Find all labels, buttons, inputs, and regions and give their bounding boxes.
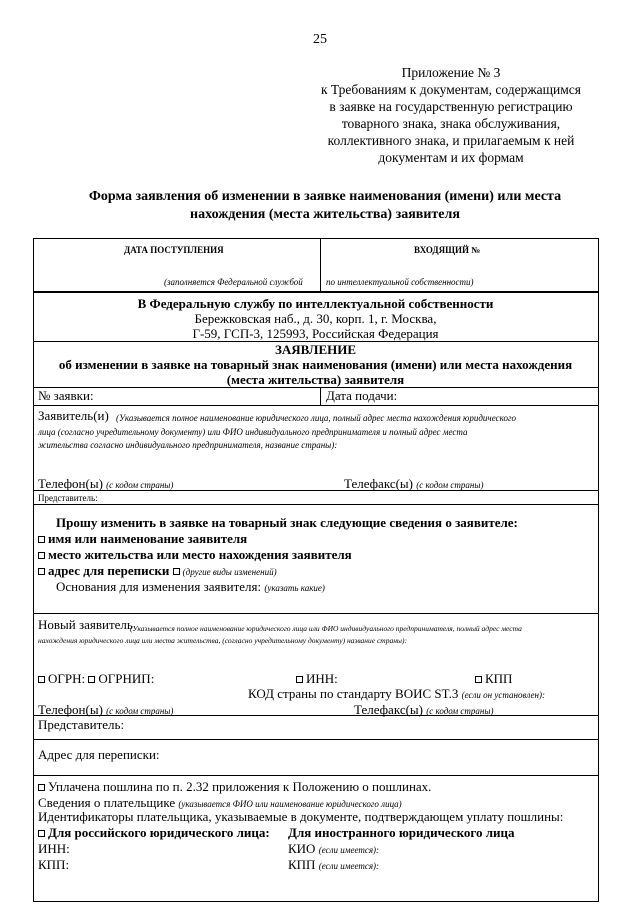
appendix-line: к Требованиям к документам, содержащимся (320, 82, 582, 97)
country-code-note: (если он установлен): (461, 690, 545, 700)
form-title (60, 188, 590, 224)
payer-label: Сведения о плательщике (38, 795, 176, 810)
correspondence-address-label: Адрес для переписки: (38, 747, 160, 762)
option-label: место жительства или место нахождения заявителя (48, 547, 352, 562)
incoming-number-label: ВХОДЯЩИЙ № (414, 245, 481, 255)
application-form (33, 238, 599, 902)
option-name (38, 531, 247, 546)
filing-date-label: Дата подачи: (326, 388, 398, 403)
header-note-right: по интеллектуальной собственности) (326, 277, 474, 287)
applicant-note: жительства согласно индивидуального предпринимателя, название страны): (38, 440, 338, 450)
foreign-kpp-label: КПП (288, 857, 316, 872)
new-applicant-note: (Указывается полное наименование юридического лица или ФИО индивидуального предпринимателя, полный адрес места (130, 624, 522, 633)
fax-label: Телефакс(ы) (354, 702, 423, 717)
ogrn-label: ОГРН: (48, 671, 86, 686)
option-location (38, 547, 352, 562)
grounds-row (56, 579, 325, 596)
kio-note: (если имеется): (318, 845, 380, 855)
phone-label: Телефон(ы) (38, 476, 103, 491)
checkbox[interactable] (38, 830, 45, 837)
option-label: адрес для переписки (48, 563, 170, 578)
checkbox[interactable] (38, 568, 45, 575)
phone-note: (с кодом страны) (106, 480, 174, 490)
foreign-entity-label: Для иностранного юридического лица (288, 825, 515, 840)
grounds-label: Основания для изменения заявителя: (56, 579, 262, 594)
phone-label: Телефон(ы) (38, 702, 103, 717)
fax-label: Телефакс(ы) (344, 476, 413, 491)
kpp-label: КПП (485, 671, 513, 686)
foreign-kpp-note: (если имеется): (318, 861, 380, 871)
checkbox[interactable] (173, 568, 180, 575)
statement-line: об изменении в заявке на товарный знак наименования (имени) или места нахождения (58, 357, 573, 372)
option-address (38, 563, 277, 580)
page-number: 25 (313, 32, 327, 47)
country-code-label: КОД страны по стандарту ВОИС ST.3 (248, 686, 459, 701)
checkbox[interactable] (38, 784, 45, 791)
applicant-label: Заявитель(и) (38, 408, 109, 423)
appendix-line: коллективного знака, и прилагаемым к ней (327, 133, 575, 148)
divider (34, 613, 598, 614)
divider (34, 504, 598, 505)
divider (34, 775, 598, 776)
kpp-field (475, 671, 512, 686)
phone-note: (с кодом страны) (106, 706, 174, 716)
appendix-block (296, 64, 606, 166)
divider (34, 715, 598, 716)
russian-entity-row (38, 825, 270, 840)
appendix-line: товарного знака, знака обслуживания, (341, 116, 561, 131)
addressee-line: Г-59, ГСП-3, 125993, Российская Федерация (192, 326, 439, 341)
country-code-row (248, 686, 545, 703)
appendix-line: документам и их формам (378, 150, 524, 165)
checkbox[interactable] (38, 552, 45, 559)
fax-note: (с кодом страны) (416, 480, 484, 490)
inn-label: ИНН: (306, 671, 338, 686)
statement-title: ЗАЯВЛЕНИЕ (274, 342, 357, 357)
checkbox[interactable] (38, 676, 45, 683)
option-label: имя или наименование заявителя (48, 531, 248, 546)
checkbox[interactable] (88, 676, 95, 683)
russian-entity-label: Для российского юридического лица: (48, 825, 270, 840)
payer-kpp-label: КПП: (38, 857, 70, 872)
fee-paid-row (38, 779, 431, 794)
inn-field (296, 671, 338, 686)
checkbox[interactable] (38, 536, 45, 543)
new-applicant-note: нахождения юридического лица или места жительства, (согласно учредительному документу) название страны): (38, 636, 408, 645)
divider (34, 291, 598, 293)
divider (34, 387, 598, 388)
new-representative-label: Представитель: (38, 717, 125, 732)
header-note-left: (заполняется Федеральной службой (164, 277, 303, 287)
statement-line: (места жительства) заявителя (226, 372, 405, 387)
request-title: Прошу изменить в заявке на товарный знак следующие сведения о заявителе: (56, 515, 518, 530)
option-other-note: (другие виды изменений) (182, 567, 277, 577)
fax-note: (с кодом страны) (426, 706, 494, 716)
divider (34, 490, 598, 491)
applicant-note: лица (согласно учредительному документу) или ФИО индивидуального предпринимателя и полный адрес места (38, 427, 468, 437)
ogrn-field (38, 671, 154, 686)
header-divider (320, 239, 321, 291)
divider (34, 739, 598, 740)
appendix-line: в заявке на государственную регистрацию (329, 99, 573, 114)
checkbox[interactable] (296, 676, 303, 683)
ogrnip-label: ОГРНИП: (98, 671, 155, 686)
new-applicant-label: Новый заявитель (38, 617, 133, 632)
foreign-kpp-row (288, 857, 379, 874)
form-title-line: Форма заявления об изменении в заявке наименования (имени) или места (88, 189, 562, 204)
addressee-line: В Федеральную службу по интеллектуальной собственности (137, 296, 494, 311)
payer-identifiers: Идентификаторы плательщика, указываемые в документе, подтверждающем уплату пошлины: (38, 809, 564, 824)
applicant-note: (Указывается полное наименование юридического лица, полный адрес места нахождения юридического (116, 413, 516, 423)
representative-label: Представитель: (38, 493, 98, 503)
kio-label: КИО (288, 841, 316, 856)
payer-inn-label: ИНН: (38, 841, 70, 856)
grounds-note: (указать какие) (264, 583, 325, 593)
application-number-label: № заявки: (38, 388, 94, 403)
new-fax-row (354, 702, 493, 719)
appendix-title: Приложение № 3 (401, 65, 501, 80)
kio-row (288, 841, 379, 858)
app-divider (320, 387, 321, 405)
payer-note: (указывается ФИО или наименование юридического лица) (178, 799, 402, 809)
divider (34, 405, 598, 406)
form-title-line: нахождения (места жительства) заявителя (190, 207, 460, 222)
addressee-line: Бережковская наб., д. 30, корп. 1, г. Москва, (194, 311, 437, 326)
checkbox[interactable] (475, 676, 482, 683)
fee-paid-label: Уплачена пошлина по п. 2.32 приложения к Положению о пошлинах. (48, 779, 432, 794)
receipt-date-label: ДАТА ПОСТУПЛЕНИЯ (124, 245, 224, 255)
